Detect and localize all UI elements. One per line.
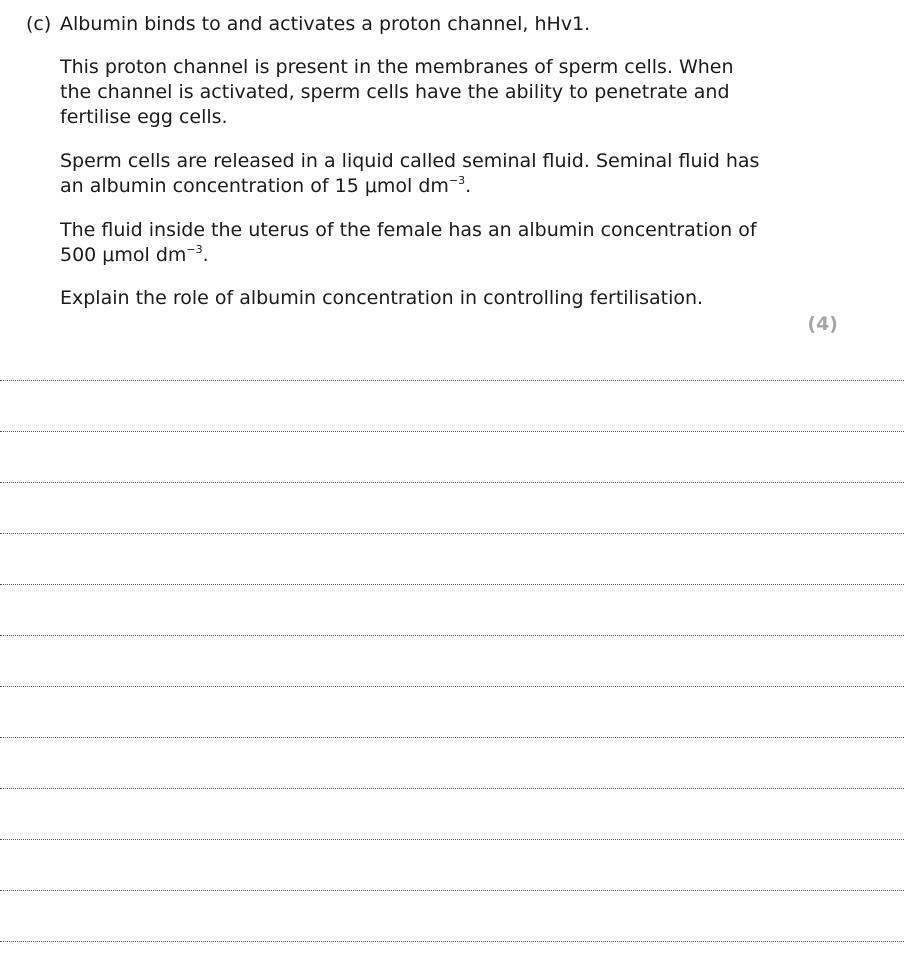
question-instruction: Explain the role of albumin concentration in controlling fertilisation. (60, 287, 704, 309)
answer-line[interactable] (0, 584, 904, 585)
question-paragraph-2 (60, 149, 760, 199)
answer-line[interactable] (0, 380, 904, 381)
question-paragraph-3 (60, 218, 760, 268)
paragraph-3-exponent: −3 (186, 242, 203, 256)
answer-line[interactable] (0, 890, 904, 891)
answer-line[interactable] (0, 839, 904, 840)
answer-line[interactable] (0, 737, 904, 738)
paragraph-3-end: . (202, 244, 209, 266)
answer-line[interactable] (0, 686, 904, 687)
paragraph-3-text: The fluid inside the uterus of the female has an albumin concentration of 500 μmol dm (60, 219, 757, 266)
answer-line[interactable] (0, 431, 904, 432)
answer-line[interactable] (0, 788, 904, 789)
answer-line[interactable] (0, 941, 904, 942)
marks-indicator: (4) (807, 313, 838, 335)
paragraph-2-end: . (465, 175, 472, 197)
paragraph-2-text: Sperm cells are released in a liquid called seminal fluid. Seminal fluid has an albumin concentration of 15 μmol dm (60, 150, 760, 197)
answer-line[interactable] (0, 482, 904, 483)
answer-line[interactable] (0, 533, 904, 534)
question-label: (c) (26, 13, 52, 35)
answer-line[interactable] (0, 635, 904, 636)
question-stem: Albumin binds to and activates a proton channel, hHv1. (60, 13, 591, 35)
paragraph-2-exponent: −3 (448, 173, 466, 187)
question-paragraph-1: This proton channel is present in the membranes of sperm cells. When the channel is activated, sperm cells have the ability to penetrate and fertilise egg cells. (60, 56, 734, 128)
